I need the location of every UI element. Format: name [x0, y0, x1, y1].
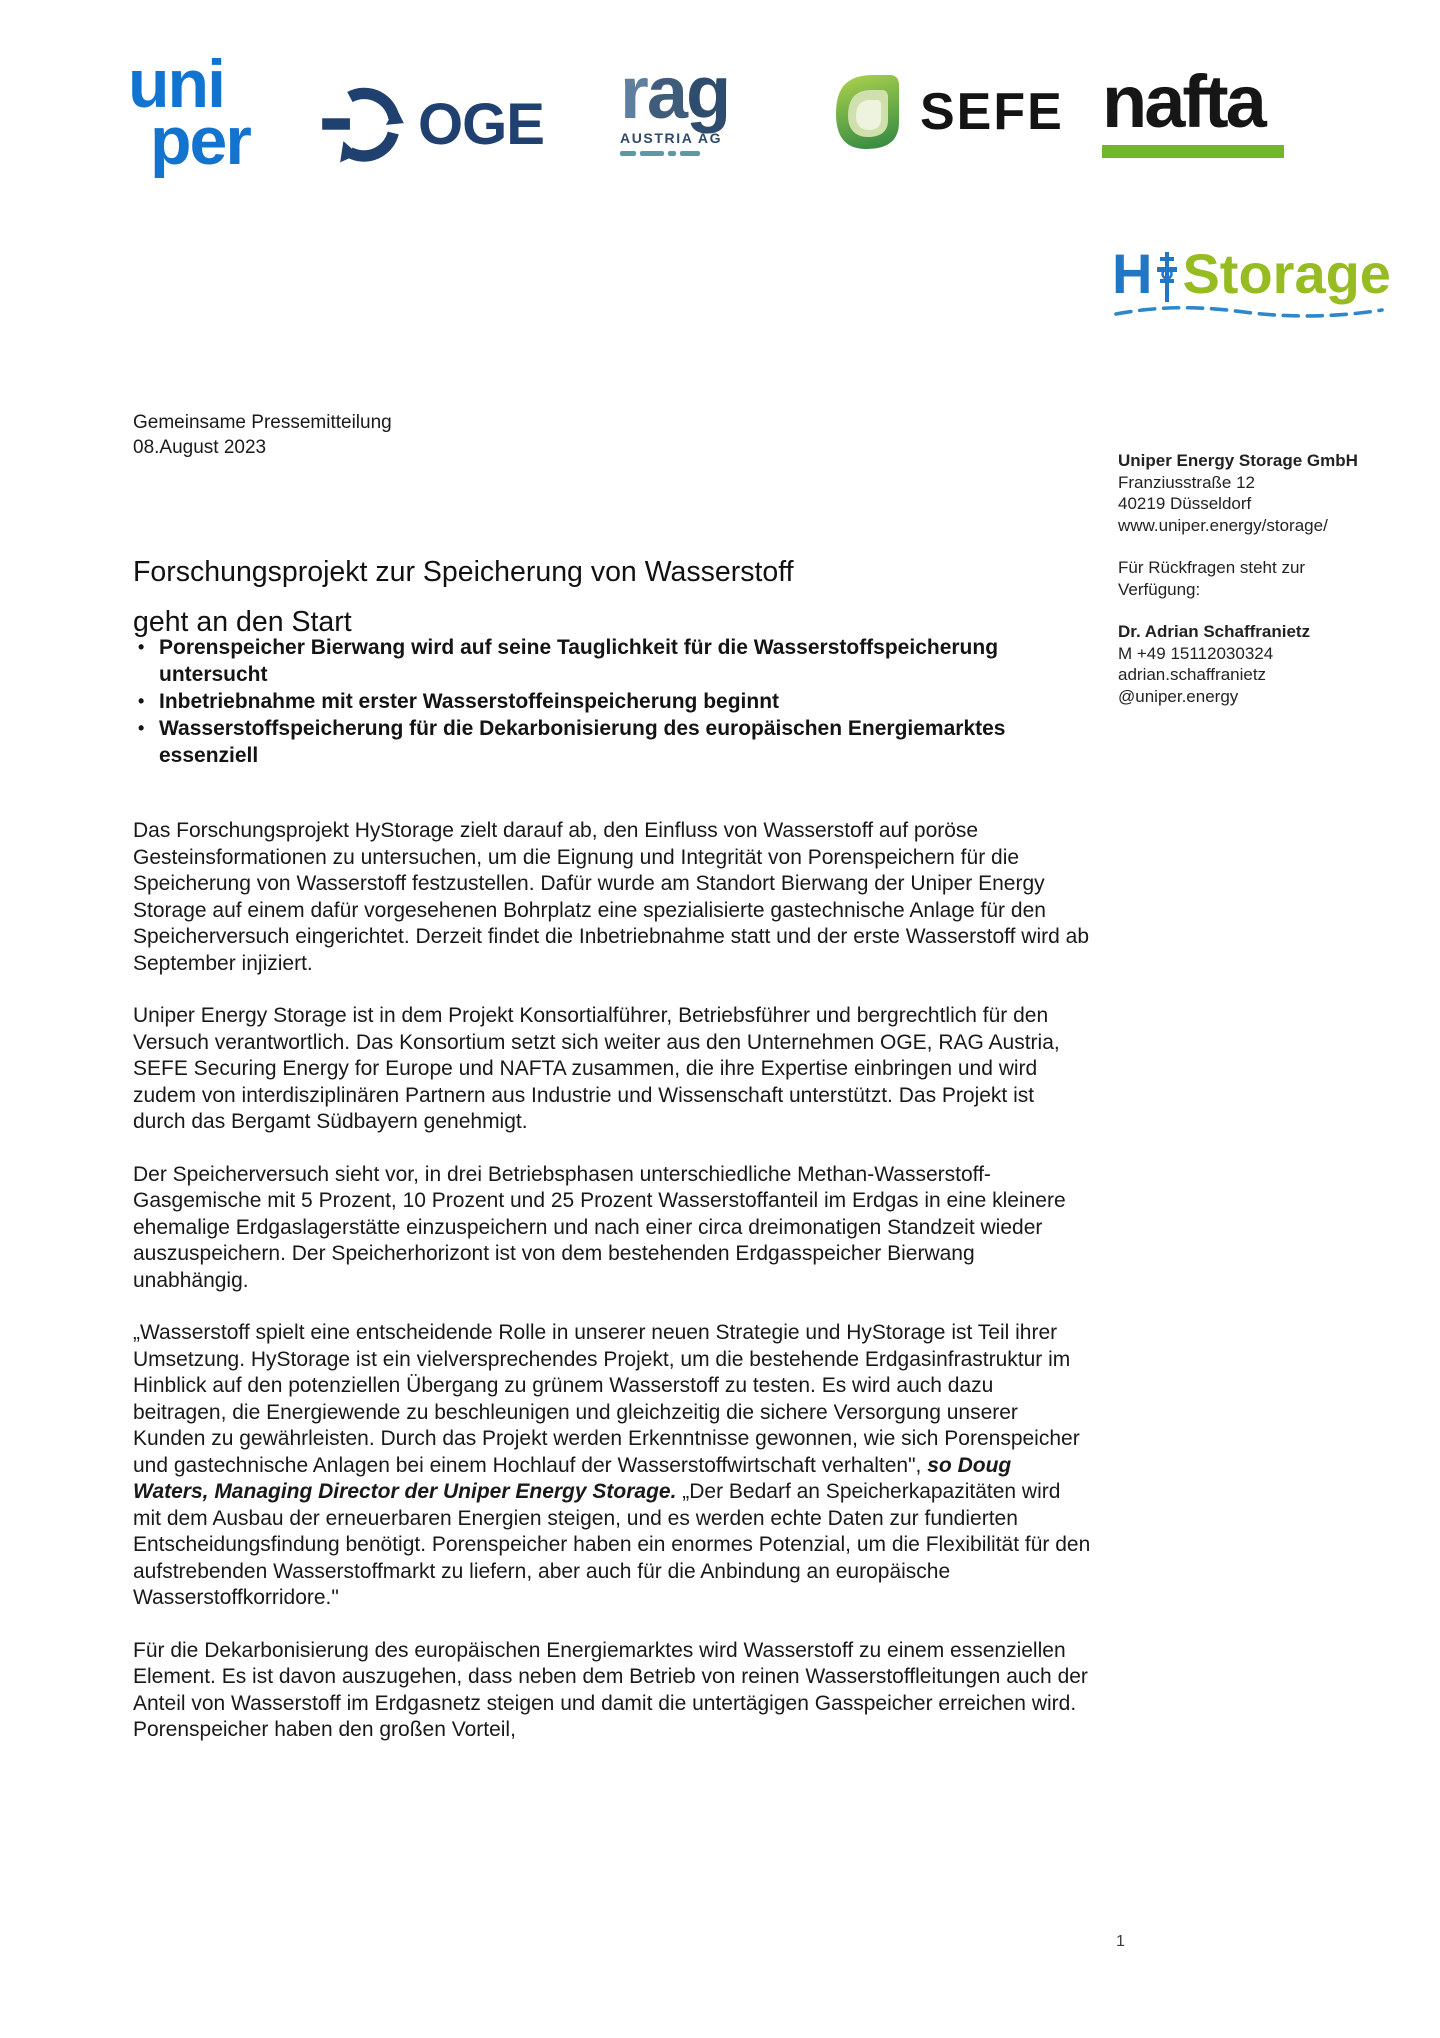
oge-logo [322, 84, 544, 164]
paragraph-5: Für die Dekarbonisierung des europäischen Energiemarktes wird Wasserstoff zu einem essenziellen Element. Es ist davon auszugehen, dass neben dem Betrieb von reinen Wasserstoffleitungen auch der Anteil von Wasserstoff im Erdgasnetz steigen und damit die untertägigen Gasspeicher erreichen wird. Porenspeicher haben den großen Vorteil, [133, 1638, 1088, 1741]
uniper-logo-line2: per [150, 103, 250, 179]
nafta-logo-text: nafta [1102, 60, 1264, 143]
company-website: www.uniper.energy/storage/ [1118, 515, 1328, 535]
contact-person-block [1118, 621, 1378, 707]
sefe-logo-text: SEFE [920, 83, 1064, 141]
rag-tagline-greeked [620, 151, 729, 156]
doc-type-label: Gemeinsame Pressemitteilung [133, 412, 392, 433]
hystorage-wellhead-icon [1154, 250, 1180, 306]
hystorage-wave [1114, 303, 1384, 321]
rag-logo [620, 51, 730, 156]
rag-logo-subline: AUSTRIA AG [620, 130, 723, 146]
page-title-line1: Forschungsprojekt zur Speicherung von Wasserstoff [133, 556, 794, 589]
nafta-underline [1102, 145, 1284, 158]
rag-logo-text: rag [620, 51, 730, 134]
contact-name: Dr. Adrian Schaffranietz [1118, 622, 1311, 641]
document-meta [133, 410, 392, 460]
list-item [133, 634, 1053, 688]
page-number: 1 [1116, 1933, 1125, 1950]
quote-part1: „Wasserstoff spielt eine entscheidende Rolle in unserer neuen Strategie und HyStorage ist Teil ihrer Umsetzung. HyStorage ist ein vielversprechendes Projekt, um die bestehende Erdgasinfrastruktur im Hinblick auf den potenziellen Übergang zu grünem Wasserstoff zu testen. Es wird auch dazu beitragen, die Energiewende zu beschleunigen und gleichzeitig die sichere Versorgung unserer Kunden zu gewährleisten. Durch das Projekt werden Erkenntnisse gewonnen, wie sich Porenspeicher und gastechnische Anlagen bei einem Hochlauf der Wasserstoffwirtschaft verhalten", [133, 1321, 1080, 1477]
hystorage-logo-storage: Storage [1182, 242, 1391, 305]
company-name: Uniper Energy Storage GmbH [1118, 451, 1358, 470]
doc-date: 08.August 2023 [133, 437, 267, 458]
quote-attribution: so Doug Waters, Managing Director der Uniper Energy Storage. [133, 1453, 1012, 1503]
list-item-text: Porenspeicher Bierwang wird auf seine Tauglichkeit für die Wasserstoffspeicherung untersucht [159, 636, 999, 686]
nafta-logo [1102, 60, 1284, 158]
company-city: 40219 Düsseldorf [1118, 494, 1252, 513]
sefe-leaf-icon [830, 72, 904, 152]
contact-email-line1: adrian.schaffranietz [1118, 665, 1267, 684]
uniper-logo-line1: uni [128, 46, 224, 122]
bullet-marker: • [138, 691, 145, 711]
oge-logo-text: OGE [418, 91, 544, 157]
body-text-column [133, 818, 1091, 1770]
hystorage-logo [1112, 242, 1391, 326]
uniper-logo [128, 46, 250, 179]
inquiry-note [1118, 557, 1378, 600]
sefe-logo [830, 72, 1064, 152]
list-item-text: Inbetriebnahme mit erster Wasserstoffeinspeicherung beginnt [159, 690, 780, 713]
page-title [133, 547, 794, 647]
inquiry-note-line1: Für Rückfragen steht zur [1118, 558, 1306, 577]
company-address-block [1118, 450, 1378, 536]
bullet-marker: • [138, 718, 145, 738]
bullet-marker: • [138, 637, 145, 657]
paragraph-1: Das Forschungsprojekt HyStorage zielt darauf ab, den Einfluss von Wasserstoff auf poröse Gesteinsformationen zu untersuchen, um die Eignung und Integrität von Porenspeichern für die Speicherung von Wasserstoff festzustellen. Dafür wurde am Standort Bierwang der Uniper Energy Storage auf einem dafür vorgesehenen Bohrplatz eine spezialisierte gastechnische Anlage für den Speicherversuch eingerichtet. Derzeit findet die Inbetriebnahme statt und der erste Wasserstoff wird ab September injiziert. [133, 819, 1089, 975]
hystorage-logo-h: H [1112, 242, 1153, 305]
contact-mobile: M +49 15112030324 [1118, 643, 1274, 663]
page-title-line2: geht an den Start [133, 606, 352, 639]
contact-email-line2: @uniper.energy [1118, 686, 1239, 706]
inquiry-note-line2: Verfügung: [1118, 579, 1201, 599]
company-street: Franziusstraße 12 [1118, 472, 1255, 492]
oge-cycle-icon [322, 84, 404, 164]
contact-sidebar [1118, 450, 1378, 728]
quote-part2: „Der Bedarf an Speicherkapazitäten wird mit dem Ausbau der erneuerbaren Energien steigen, und es werden echte Daten zur fundierten Entscheidungsfindung benötigt. Porenspeicher haben ein enormes Potenzial, um die Flexibilität für den aufstrebenden Wasserstoffmarkt zu liefern, aber auch für die Anbindung an europäische Wasserstoffkorridore." [133, 1480, 1091, 1609]
paragraph-3: Der Speicherversuch sieht vor, in drei Betriebsphasen unterschiedliche Methan-Wasserstoff-Gasgemische mit 5 Prozent, 10 Prozent und 25 Prozent Wasserstoffanteil im Erdgas in eine kleinere ehemalige Erdgaslagerstätte einzuspeichern und nach einer circa dreimonatigen Standzeit wieder auszuspeichern. Der Speicherhorizont ist von dem bestehenden Erdgasspeicher Bierwang unabhängig. [133, 1162, 1066, 1292]
list-item [133, 715, 1053, 769]
list-item [133, 688, 1053, 715]
highlights-list [133, 634, 1053, 769]
list-item-text: Wasserstoffspeicherung für die Dekarbonisierung des europäischen Energiemarktes essenziell [159, 717, 1006, 767]
paragraph-4-quote [133, 1320, 1091, 1612]
paragraph-2: Uniper Energy Storage ist in dem Projekt Konsortialführer, Betriebsführer und bergrechtlich für den Versuch verantwortlich. Das Konsortium setzt sich weiter aus den Unternehmen OGE, RAG Austria, SEFE Securing Energy for Europe und NAFTA zusammen, die ihre Expertise einbringen und wird zudem von interdisziplinären Partnern aus Industrie und Wissenschaft unterstützt. Das Projekt ist durch das Bergamt Südbayern genehmigt. [133, 1004, 1060, 1133]
